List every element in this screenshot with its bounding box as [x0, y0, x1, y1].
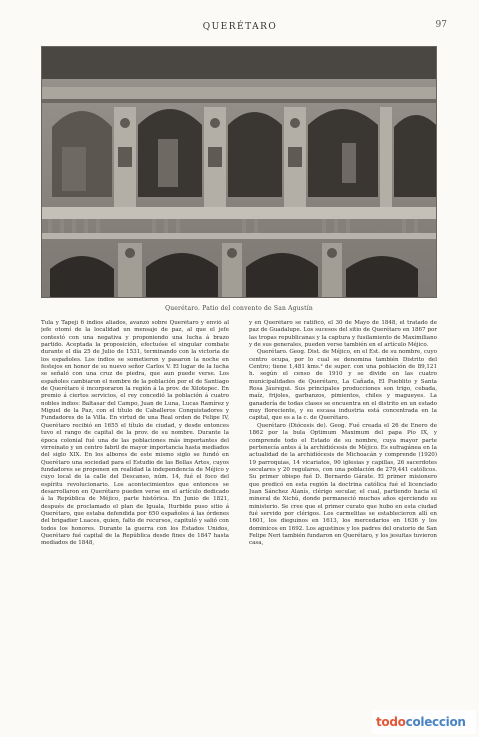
- page-number: 97: [435, 20, 447, 30]
- paragraph: Tula y Tapejí 6 indios aliados, avanzó sobre Querétaro y envió al jefe otomí de la localidad un mensaje de paz, al que el jefe contestó con una negativa y proponiendo una lucha á brazo partido. Aceptada la proposición, efectuóse el singular combate durante el día 25 de Julio de 1531, terminando con la victoria de los españoles. Los indios se sometieron y pasaron la noche en festejos en honor de su nuevo señor Carlos V. El lugar de la lucha se señaló con una cruz de piedra, que aun puede verse. Los españoles cambiaron el nombre de la población por el de Santiago de Querétaro é incorporaron la región á la prov. de Xilotepec. En premio á ciertos servicios, el rey concedió la población á cuatro nobles indios: Baltasar del Campo, Juan de Luna, Lucas Ramírez y Miguel de la Paz, con el título de Caballeros Conquistadores y Fundadores de la Villa. En virtud de una Real orden de Felipe IV, Querétaro recibió en 1655 el título de ciudad, y desde entonces tuvo el rango de capital de la prov. de su nombre. Durante la época colonial fué una de las poblaciones más importantes del virreinato y un centro fabril de mayor importancia hasta mediados del siglo XIX. En los albores de este mismo siglo se fundó en Querétaro una sociedad para el Estudio de las Bellas Artes, cuyos fundadores se proponen en realidad la independencia de Méjico y cuyo local de la calle del Descanso, núm. 14, fué el foco del espíritu revolucionario. Los acontecimientos que entonces se desarrollaron en Querétaro pueden verse en el artículo dedicado á la República de Méjico, parte histórica. En Junio de 1821, después de proclamado el plan de Iguala, Iturbide puso sitio á Querétaro, que estaba defendida por 650 españoles á las órdenes del brigadier Luaces, quien, falto de recursos, capituló y salió con todos los honores. Durante la guerra con los Estados Unidos, Querétaro fué capital de la República desde fines de 1847 hasta mediados de 1848,: [41, 320, 229, 547]
- dictionary-entry-district: Querétaro. Geog. Dist. de Méjico, en el Est. de su nombre, cuyo centro ocupa, por lo cual se denomina también Distrito del Centro; tiene 1,481 kms.² de super. con una población de 89,121 h. según el censo de 1910 y se divide en las cuatro municipalidades de Querétaro, La Cañada, El Pueblito y Santa Rosa Jáuregui. Sus principales producciones son trigo, cebada, maíz, frijoles, garbanzos, pimientos, chiles y magueyes. La ganadería de todas clases se encuentra en el distrito en un estado muy floreciente, y su escasa industria está concentrada en la capital, que es a la c. de Querétaro.: [249, 349, 437, 422]
- running-title: QUERÉTARO: [202, 22, 278, 32]
- watermark-accent: coleccion: [405, 715, 466, 729]
- paragraph: y en Querétaro se ratificó, el 30 de Mayo de 1848, el tratado de paz de Guadalupe. Los sucesos del sitio de Querétaro en 1867 por las tropas republicanas y la captura y fusilamiento de Maximiliano y de sus generales, pueden verse también en el artículo Méjico.: [249, 320, 437, 349]
- text-column-right: [249, 320, 437, 700]
- dictionary-entry-diocese: Querétaro (Diócesis de). Geog. Fué creada el 26 de Enero de 1862 por la bula Optimum Maximum del papa Pío IX, y comprende todo el Estado de su nombre, cuya mayor parte pertenecía antes á la archidiócesis de Méjico. Es sufragánea en la actualidad de la archidiócesis de Michoacán y comprende (1920) 19 parroquias, 14 vicariatos, 90 iglesias y capillas, 26 sacerdotes seculares y 20 regulares, con una población de 279,441 católicos. Su primer obispo fué D. Bernardo Gárate. El primer misionero que predicó en esta región la doctrina católica fué el licenciado Juan Sánchez Alanís, clérigo secular, el cual, partiendo hacia el mineral de Xichú, donde permaneció muchos años ejerciendo su ministerio. Se cree que el primer curato que hubo en esta ciudad fué servido por clérigos. Los carmelitas se establecieron allí en 1601, los dieguinos en 1613, los mercedarios en 1636 y los dominicos en 1692. Los agustinos y los padres del oratorio de San Felipe Neri también fundaron en Querétaro, y los jesuitas tuvieron casa,: [249, 422, 437, 547]
- watermark-text: todocoleccion: [376, 715, 466, 729]
- figure-caption: Querétaro. Patio del convento de San Agustín: [165, 305, 313, 312]
- photograph-icon: [42, 47, 437, 298]
- watermark-logo: [372, 710, 476, 734]
- cloister-photograph: [41, 46, 437, 298]
- text-column-left: [41, 320, 229, 700]
